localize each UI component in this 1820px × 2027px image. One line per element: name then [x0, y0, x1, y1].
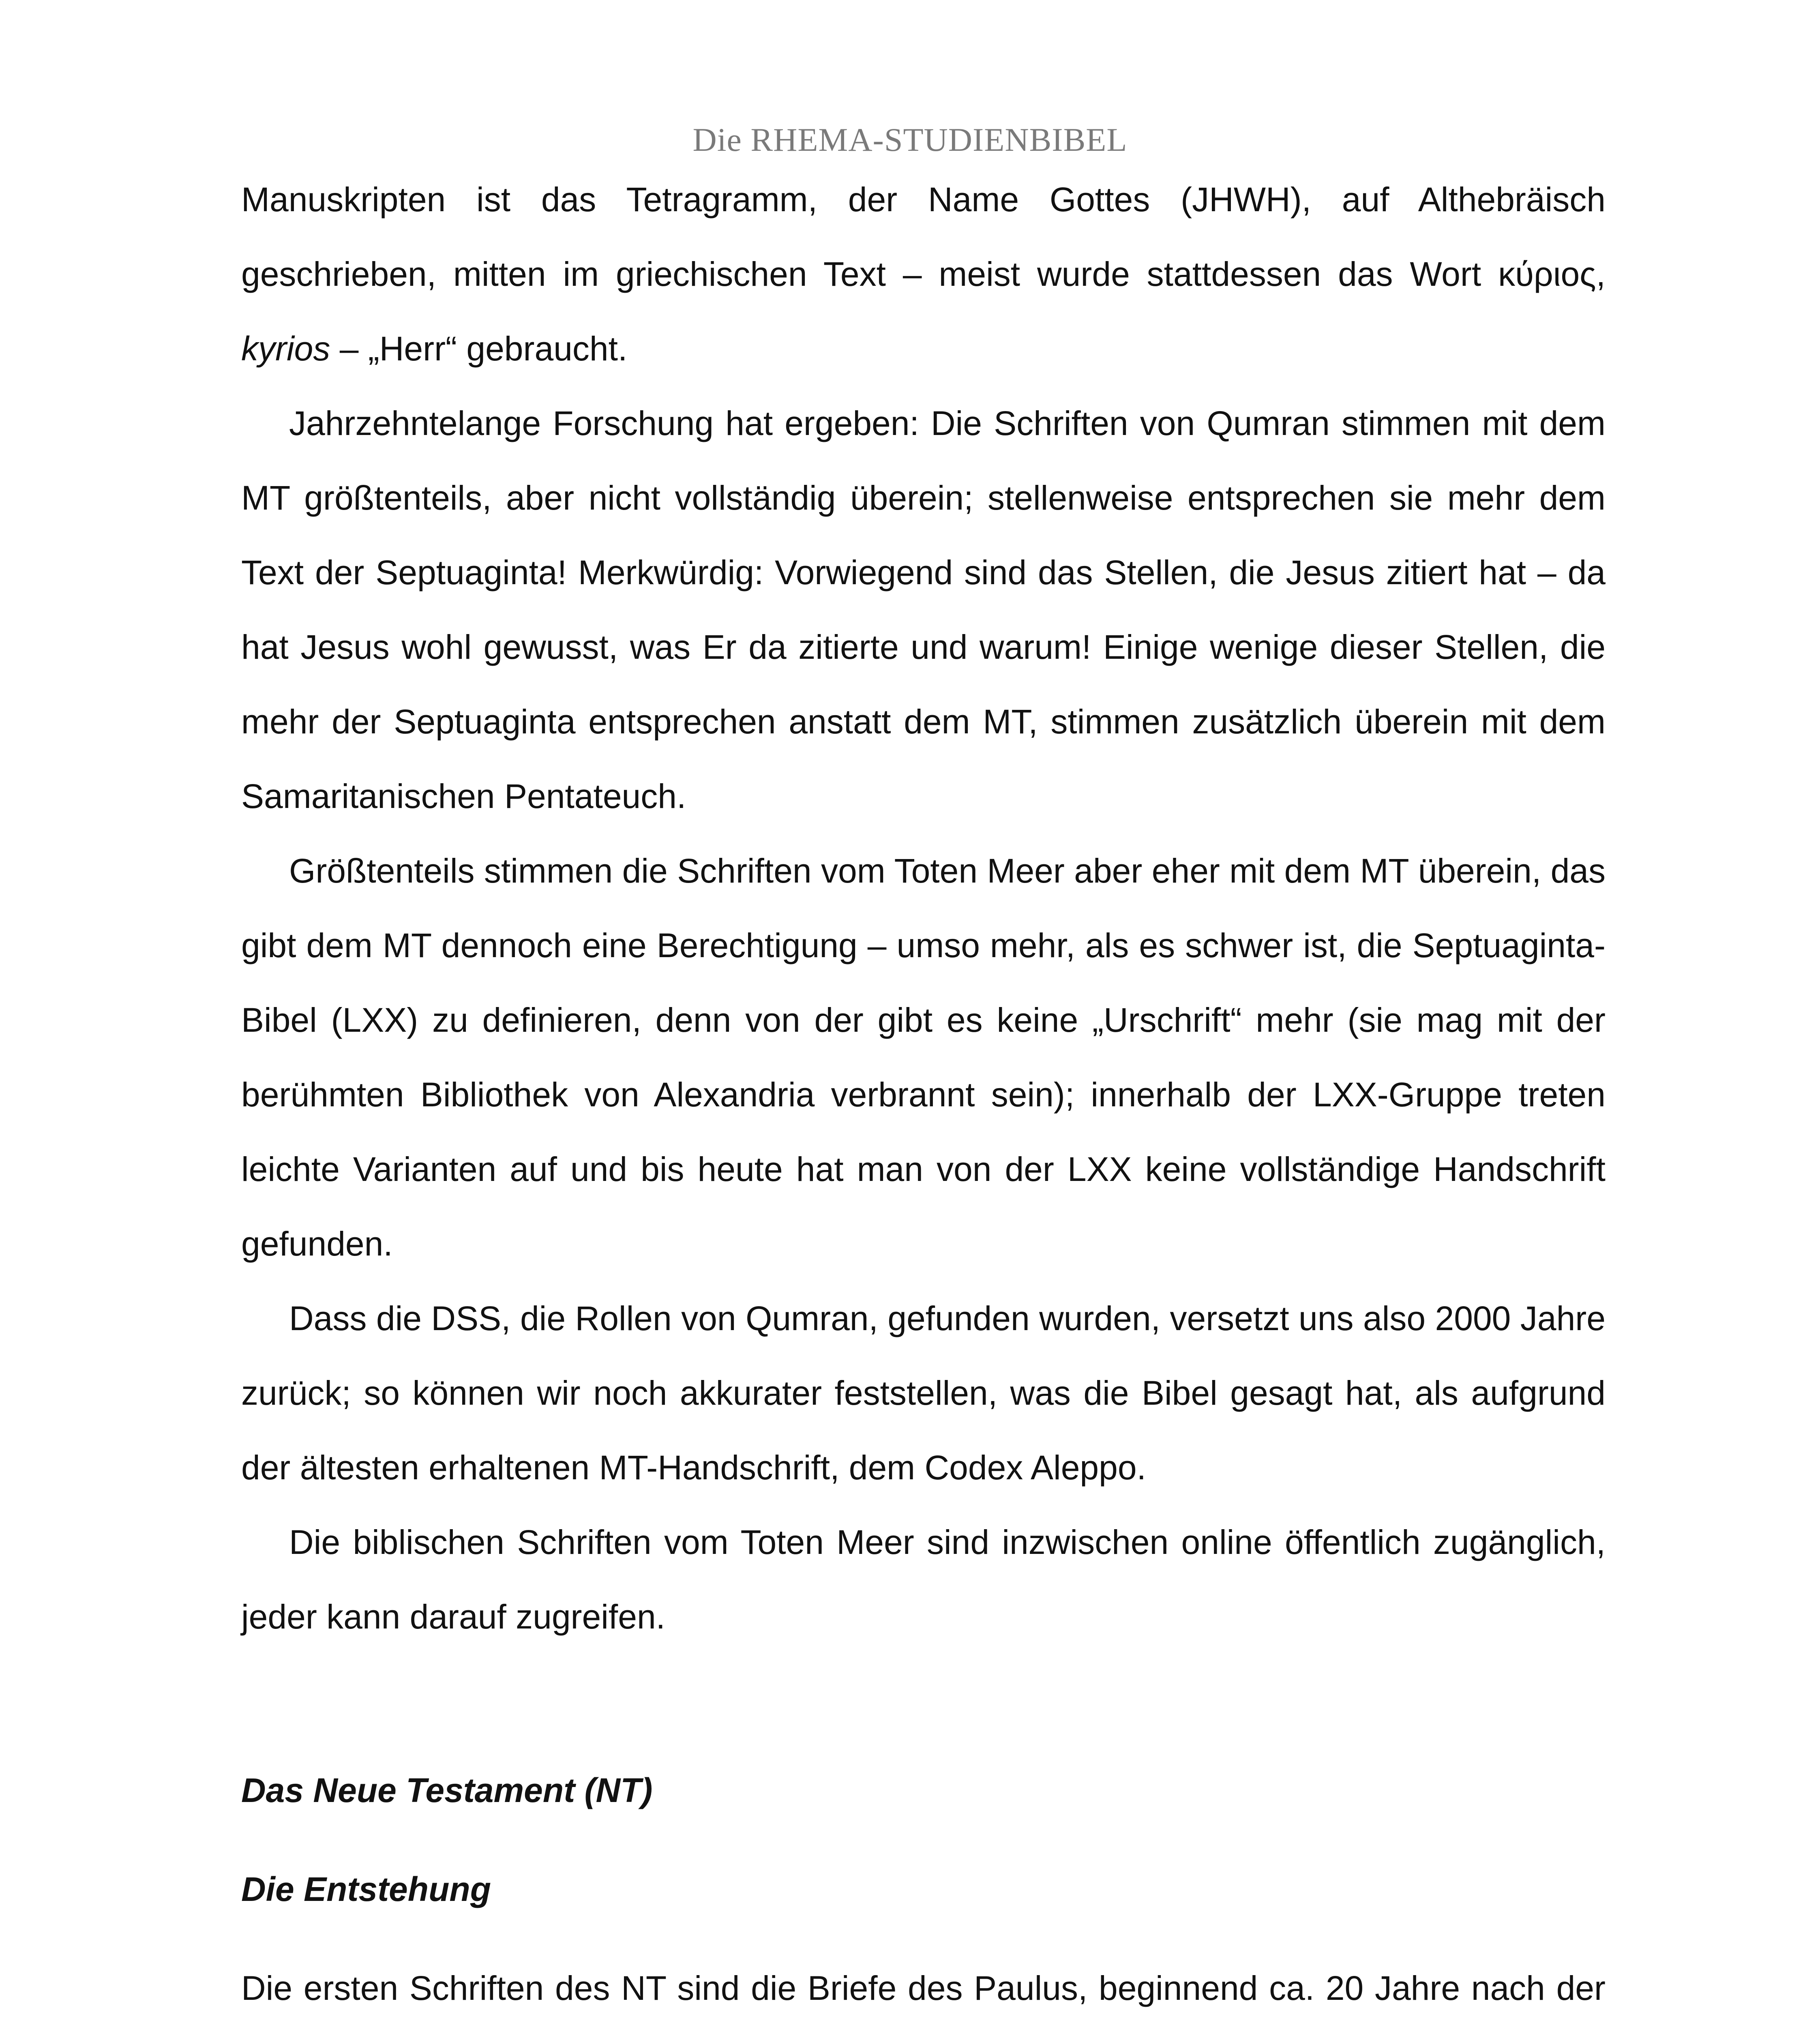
- paragraph-spacer: [241, 1926, 1606, 1951]
- paragraph-3: Größtenteils stimmen die Schriften vom Toten Meer aber eher mit dem MT überein, das gibt dem MT dennoch eine Berechtigung – umso mehr, als es schwer ist, die Septuaginta-Bibel (LXX) zu definieren, denn von der gibt es keine „Urschrift“ mehr (sie mag mit der berühmten Bibliothek von Alexandria verbrannt sein); innerhalb der LXX-Gruppe treten leichte Varianten auf und bis heute hat man von der LXX keine vollständige Handschrift gefunden.: [241, 852, 1606, 1263]
- body-text: [241, 162, 1606, 2027]
- subsection-spacer: [241, 1828, 1606, 1852]
- paragraph-1: [241, 162, 1606, 386]
- paragraph-2: Jahrzehntelange Forschung hat ergeben: Die Schriften von Qumran stimmen mit dem MT größtenteils, aber nicht vollständig überein; stellenweise entsprechen sie mehr dem Text der Septuaginta! Merkwürdig: Vorwiegend sind das Stellen, die Jesus zitiert hat – da hat Jesus wohl gewusst, was Er da zitierte und warum! Einige wenige dieser Stellen, die mehr der Septuaginta entsprechen anstatt dem MT, stimmen zusätzlich überein mit dem Samaritanischen Pentateuch.: [241, 404, 1606, 815]
- paragraph-6: Die ersten Schriften des NT sind die Briefe des Paulus, beginnend ca. 20 Jahre nach der: [241, 1969, 1606, 2007]
- paragraph-1-start: Manuskripten ist das Tetragramm, der Name Gottes (JHWH), auf Althebräisch geschrieben, mitten im griechischen Text – meist wurde stattdessen das Wort κύριος,: [241, 180, 1606, 293]
- running-header: Die RHEMA-STUDIENBIBEL: [692, 121, 1128, 158]
- paragraph-5: Die biblischen Schriften vom Toten Meer sind inzwischen online öffentlich zugänglich, jeder kann darauf zugreifen.: [241, 1523, 1606, 1636]
- section-spacer: [241, 1654, 1606, 1753]
- subsection-heading: Die Entstehung: [241, 1870, 491, 1908]
- paragraph-1-end: – „Herr“ gebraucht.: [330, 330, 628, 368]
- section-heading: Das Neue Testament (NT): [241, 1771, 653, 1809]
- paragraph-1-italic: kyrios: [241, 330, 330, 368]
- paragraph-4: Dass die DSS, die Rollen von Qumran, gefunden wurden, versetzt uns also 2000 Jahre zurück; so können wir noch akkurater feststellen, was die Bibel gesagt hat, als aufgrund der ältesten erhaltenen MT-Handschrift, dem Codex Aleppo.: [241, 1299, 1606, 1487]
